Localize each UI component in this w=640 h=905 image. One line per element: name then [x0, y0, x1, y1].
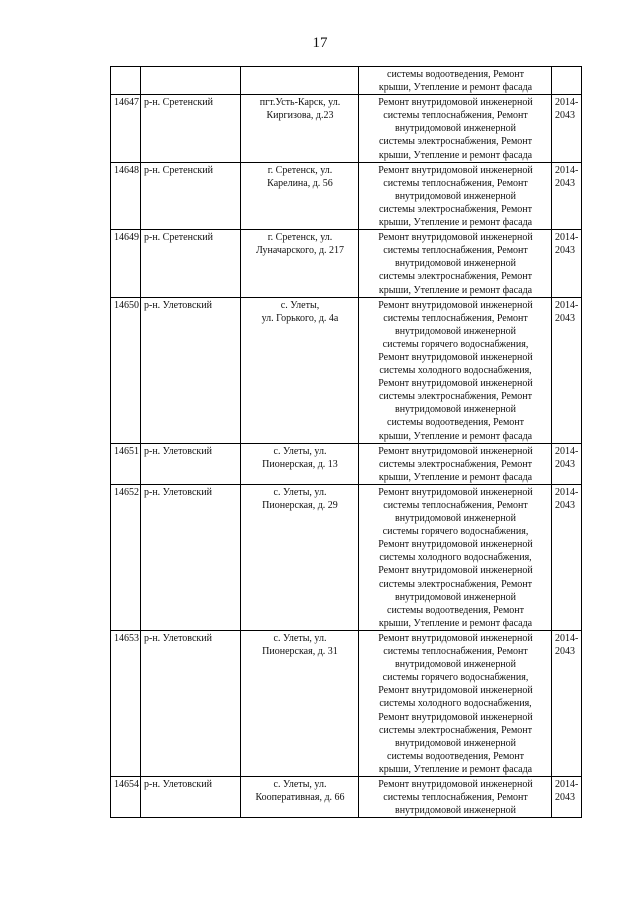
address-cell: с. Улеты, ул. Пионерская, д. 13 [241, 443, 359, 484]
district-cell: р-н. Улетовский [141, 484, 241, 630]
table-row [111, 67, 582, 95]
address-cell [241, 67, 359, 95]
district-cell: р-н. Улетовский [141, 776, 241, 817]
works-cell: Ремонт внутридомовой инженерной системы теплоснабжения, Ремонт внутридомовой инженерной системы горячего водоснабжения, Ремонт внутридомовой инженерной системы холодного водоснабжения, Ремонт внутридомовой инженерной системы электроснабжения, Ремонт внутридомовой инженерной системы водоотведения, Ремонт крыши, Утепление и ремонт фасада [359, 297, 552, 443]
works-cell: Ремонт внутридомовой инженерной системы теплоснабжения, Ремонт внутридомовой инженерной [359, 776, 552, 817]
works-cell: системы водоотведения, Ремонт крыши, Утепление и ремонт фасада [359, 67, 552, 95]
works-cell: Ремонт внутридомовой инженерной системы теплоснабжения, Ремонт внутридомовой инженерной системы электроснабжения, Ремонт крыши, Утепление и ремонт фасада [359, 95, 552, 162]
row-number-cell: 14648 [111, 162, 141, 229]
period-cell: 2014- 2043 [552, 484, 582, 630]
district-cell: р-н. Улетовский [141, 297, 241, 443]
row-number-cell [111, 67, 141, 95]
period-cell: 2014- 2043 [552, 776, 582, 817]
address-cell: г. Сретенск, ул. Карелина, д. 56 [241, 162, 359, 229]
period-cell: 2014- 2043 [552, 162, 582, 229]
address-cell: с. Улеты, ул. Пионерская, д. 31 [241, 630, 359, 776]
table-row [111, 630, 582, 776]
works-cell: Ремонт внутридомовой инженерной системы теплоснабжения, Ремонт внутридомовой инженерной системы электроснабжения, Ремонт крыши, Утепление и ремонт фасада [359, 230, 552, 297]
works-cell: Ремонт внутридомовой инженерной системы теплоснабжения, Ремонт внутридомовой инженерной системы горячего водоснабжения, Ремонт внутридомовой инженерной системы холодного водоснабжения, Ремонт внутридомовой инженерной системы электроснабжения, Ремонт внутридомовой инженерной системы водоотведения, Ремонт крыши, Утепление и ремонт фасада [359, 630, 552, 776]
registry-table-body [111, 67, 582, 818]
address-cell: с. Улеты, ул. Кооперативная, д. 66 [241, 776, 359, 817]
period-cell: 2014- 2043 [552, 95, 582, 162]
district-cell: р-н. Сретенский [141, 95, 241, 162]
district-cell [141, 67, 241, 95]
row-number-cell: 14647 [111, 95, 141, 162]
row-number-cell: 14652 [111, 484, 141, 630]
period-cell [552, 67, 582, 95]
table-row [111, 230, 582, 297]
works-cell: Ремонт внутридомовой инженерной системы теплоснабжения, Ремонт внутридомовой инженерной системы электроснабжения, Ремонт крыши, Утепление и ремонт фасада [359, 162, 552, 229]
row-number-cell: 14654 [111, 776, 141, 817]
row-number-cell: 14650 [111, 297, 141, 443]
works-cell: Ремонт внутридомовой инженерной системы теплоснабжения, Ремонт внутридомовой инженерной системы горячего водоснабжения, Ремонт внутридомовой инженерной системы холодного водоснабжения, Ремонт внутридомовой инженерной системы электроснабжения, Ремонт внутридомовой инженерной системы водоотведения, Ремонт крыши, Утепление и ремонт фасада [359, 484, 552, 630]
address-cell: с. Улеты, ул. Пионерская, д. 29 [241, 484, 359, 630]
row-number-cell: 14649 [111, 230, 141, 297]
period-cell: 2014- 2043 [552, 297, 582, 443]
table-row [111, 776, 582, 817]
registry-table [110, 66, 582, 818]
district-cell: р-н. Сретенский [141, 162, 241, 229]
address-cell: пгт.Усть-Карск, ул. Киргизова, д.23 [241, 95, 359, 162]
table-row [111, 443, 582, 484]
table-row [111, 484, 582, 630]
page-number: 17 [312, 35, 328, 51]
row-number-cell: 14651 [111, 443, 141, 484]
works-cell: Ремонт внутридомовой инженерной системы электроснабжения, Ремонт крыши, Утепление и ремонт фасада [359, 443, 552, 484]
table-row [111, 297, 582, 443]
period-cell: 2014- 2043 [552, 230, 582, 297]
address-cell: г. Сретенск, ул. Луначарского, д. 217 [241, 230, 359, 297]
district-cell: р-н. Улетовский [141, 443, 241, 484]
row-number-cell: 14653 [111, 630, 141, 776]
period-cell: 2014- 2043 [552, 443, 582, 484]
table-row [111, 95, 582, 162]
district-cell: р-н. Сретенский [141, 230, 241, 297]
district-cell: р-н. Улетовский [141, 630, 241, 776]
address-cell: с. Улеты, ул. Горького, д. 4а [241, 297, 359, 443]
period-cell: 2014- 2043 [552, 630, 582, 776]
table-row [111, 162, 582, 229]
